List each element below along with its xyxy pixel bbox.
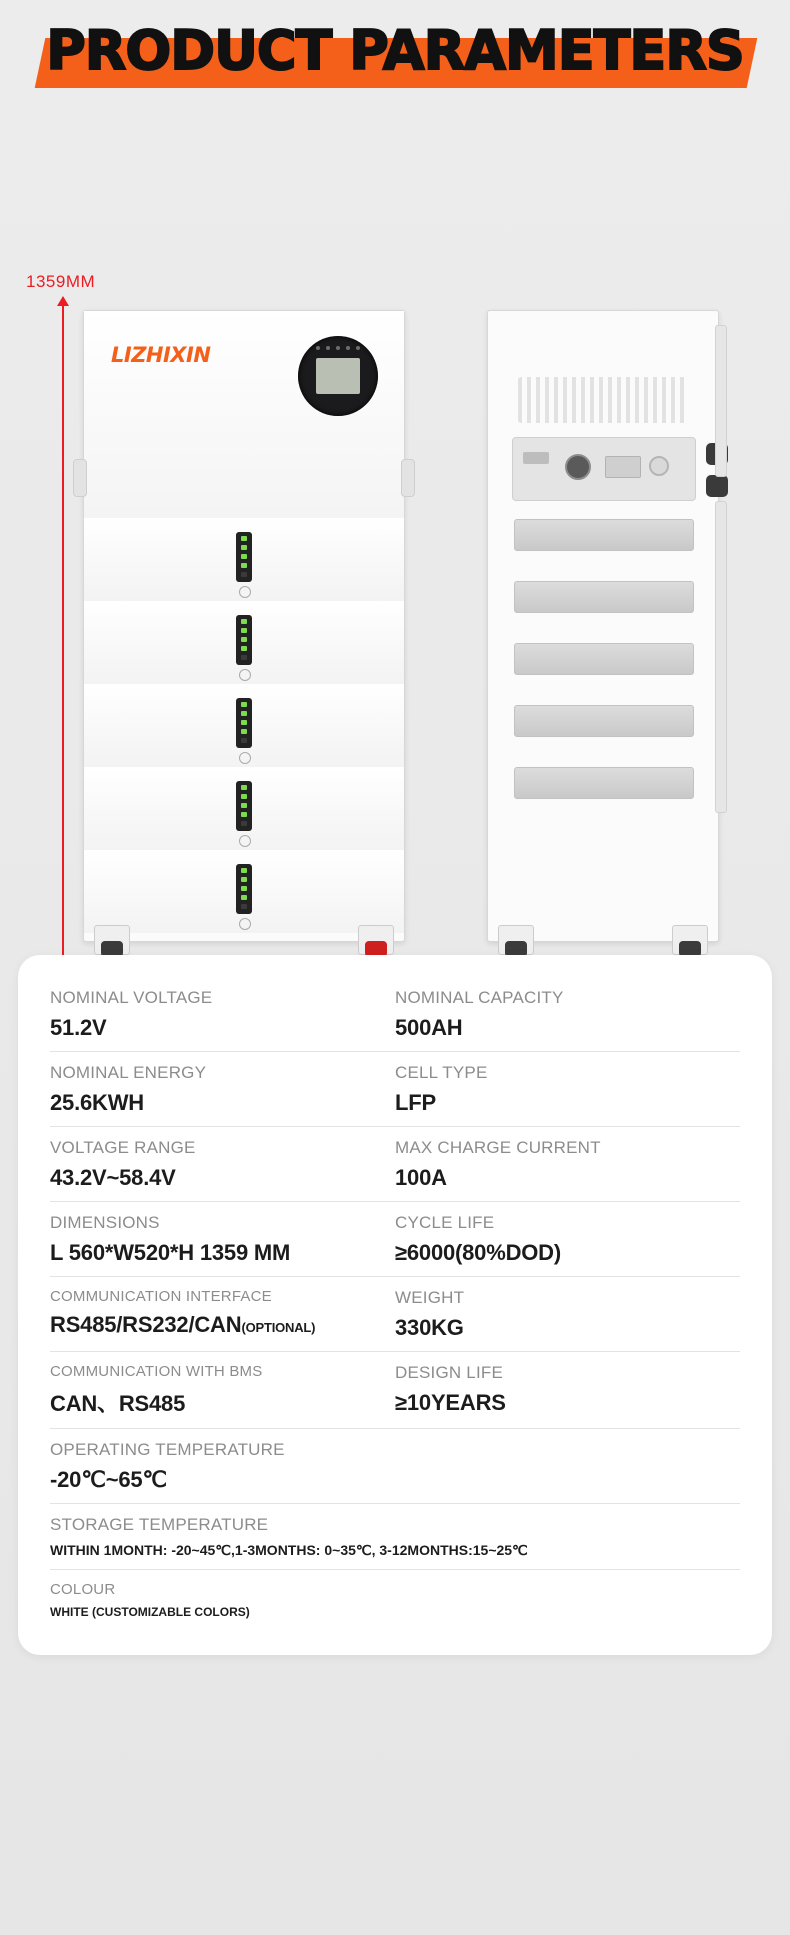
- spec-value: WHITE (CUSTOMIZABLE COLORS): [50, 1605, 250, 1619]
- spec-value: ≥10YEARS: [395, 1390, 506, 1415]
- spec-row: [50, 1202, 740, 1277]
- module-button-5: [239, 918, 251, 930]
- spec-row: [50, 1277, 740, 1352]
- spec-label: COMMUNICATION INTERFACE: [50, 1288, 272, 1305]
- module-tray-4: [514, 705, 694, 737]
- spec-cell-max-charge-current: [395, 1138, 740, 1191]
- caster-wheel-front-left: [94, 925, 130, 955]
- caster-wheel-side-left: [498, 925, 534, 955]
- spec-row: [50, 1052, 740, 1127]
- screen-indicator-dots: [316, 346, 360, 354]
- spec-label: COMMUNICATION WITH BMS: [50, 1363, 263, 1380]
- spec-value: CAN、RS485: [50, 1391, 186, 1416]
- spec-cell-dimensions: [50, 1213, 395, 1266]
- spec-label: MAX CHARGE CURRENT: [395, 1138, 601, 1157]
- ventilation-grille: [518, 377, 686, 423]
- module-tray-2: [514, 581, 694, 613]
- product-illustration: [0, 120, 790, 920]
- battery-module-4: [84, 767, 404, 851]
- spec-cell-storage-temperature: [50, 1515, 740, 1559]
- spec-label: VOLTAGE RANGE: [50, 1138, 196, 1157]
- side-rail-top: [715, 325, 727, 477]
- spec-cell-weight: [395, 1288, 740, 1341]
- page-header: [0, 0, 790, 120]
- spec-label: DESIGN LIFE: [395, 1363, 504, 1382]
- specifications-card: [18, 955, 772, 1655]
- side-rail-bottom: [715, 501, 727, 813]
- spec-cell-nominal-capacity: [395, 988, 740, 1041]
- module-tray-1: [514, 519, 694, 551]
- spec-value: 100A: [395, 1165, 447, 1190]
- led-strip-icon: [236, 532, 252, 582]
- spec-value: 51.2V: [50, 1015, 107, 1040]
- caster-wheel-side-right: [672, 925, 708, 955]
- inverter-module: [84, 311, 404, 519]
- indicator-light: [649, 456, 669, 476]
- spec-cell-nominal-voltage: [50, 988, 395, 1041]
- spec-cell-cycle-life: [395, 1213, 740, 1266]
- spec-label: NOMINAL VOLTAGE: [50, 988, 213, 1007]
- module-tray-3: [514, 643, 694, 675]
- display-screen: [298, 336, 378, 416]
- page-title: PRODUCT PARAMETERS: [46, 19, 744, 82]
- spec-row: [50, 1352, 740, 1429]
- spec-label: NOMINAL CAPACITY: [395, 988, 564, 1007]
- spec-cell-design-life: [395, 1363, 740, 1418]
- battery-side-view: [487, 310, 717, 955]
- spec-cell-operating-temperature: [50, 1440, 740, 1493]
- spec-value: 500AH: [395, 1015, 463, 1040]
- spec-row: [50, 1127, 740, 1202]
- spec-value-note: (OPTIONAL): [241, 1320, 316, 1335]
- module-button-4: [239, 835, 251, 847]
- rotary-knob-1: [565, 454, 591, 480]
- spec-value: LFP: [395, 1090, 436, 1115]
- spec-row: [50, 977, 740, 1052]
- spec-value: WITHIN 1MONTH: -20~45℃,1-3MONTHS: 0~35℃, 3-12MONTHS:15~25℃: [50, 1542, 528, 1558]
- spec-label: COLOUR: [50, 1581, 116, 1598]
- spec-value: 25.6KWH: [50, 1090, 144, 1115]
- dimension-height-arrow: [62, 305, 64, 985]
- battery-module-3: [84, 684, 404, 768]
- spec-cell-communication-with-bms: [50, 1363, 395, 1418]
- spec-label: STORAGE TEMPERATURE: [50, 1515, 269, 1534]
- connection-panel: [512, 437, 696, 501]
- spec-value: ≥6000(80%DOD): [395, 1240, 561, 1265]
- spec-label: CELL TYPE: [395, 1063, 488, 1082]
- spec-cell-communication-interface: [50, 1288, 395, 1341]
- spec-label: OPERATING TEMPERATURE: [50, 1440, 285, 1459]
- module-button-3: [239, 752, 251, 764]
- spec-value: L 560*W520*H 1359 MM: [50, 1240, 291, 1265]
- spec-cell-cell-type: [395, 1063, 740, 1116]
- led-strip-icon: [236, 698, 252, 748]
- module-button-1: [239, 586, 251, 598]
- spec-row: [50, 1570, 740, 1629]
- spec-value: 43.2V~58.4V: [50, 1165, 176, 1190]
- spec-value: 330KG: [395, 1315, 464, 1340]
- spec-cell-nominal-energy: [50, 1063, 395, 1116]
- front-body: [83, 310, 405, 942]
- spec-row: [50, 1504, 740, 1570]
- battery-module-5: [84, 850, 404, 933]
- spec-row: [50, 1429, 740, 1504]
- led-strip-icon: [236, 615, 252, 665]
- brand-logo: LIZHIXIN: [111, 343, 211, 367]
- screen-lcd: [316, 358, 360, 394]
- module-button-2: [239, 669, 251, 681]
- side-body: [487, 310, 719, 942]
- led-strip-icon: [236, 781, 252, 831]
- spec-label: DIMENSIONS: [50, 1213, 160, 1232]
- spec-label: WEIGHT: [395, 1288, 465, 1307]
- dimension-height-label: 1359MM: [26, 272, 96, 291]
- spec-cell-colour: [50, 1581, 740, 1619]
- caster-wheel-front-right: [358, 925, 394, 955]
- spec-label: CYCLE LIFE: [395, 1213, 495, 1232]
- spec-cell-voltage-range: [50, 1138, 395, 1191]
- cable-gland-bottom: [706, 475, 728, 497]
- spec-value: -20℃~65℃: [50, 1467, 167, 1492]
- led-strip-icon: [236, 864, 252, 914]
- spec-label: NOMINAL ENERGY: [50, 1063, 207, 1082]
- side-handle-right: [401, 459, 415, 497]
- battery-module-2: [84, 601, 404, 685]
- spec-value: [50, 1312, 381, 1338]
- battery-front-view: [83, 310, 403, 955]
- battery-module-1: [84, 518, 404, 602]
- side-handle-left: [73, 459, 87, 497]
- module-tray-5: [514, 767, 694, 799]
- spec-value-main: RS485/RS232/CAN: [50, 1312, 242, 1337]
